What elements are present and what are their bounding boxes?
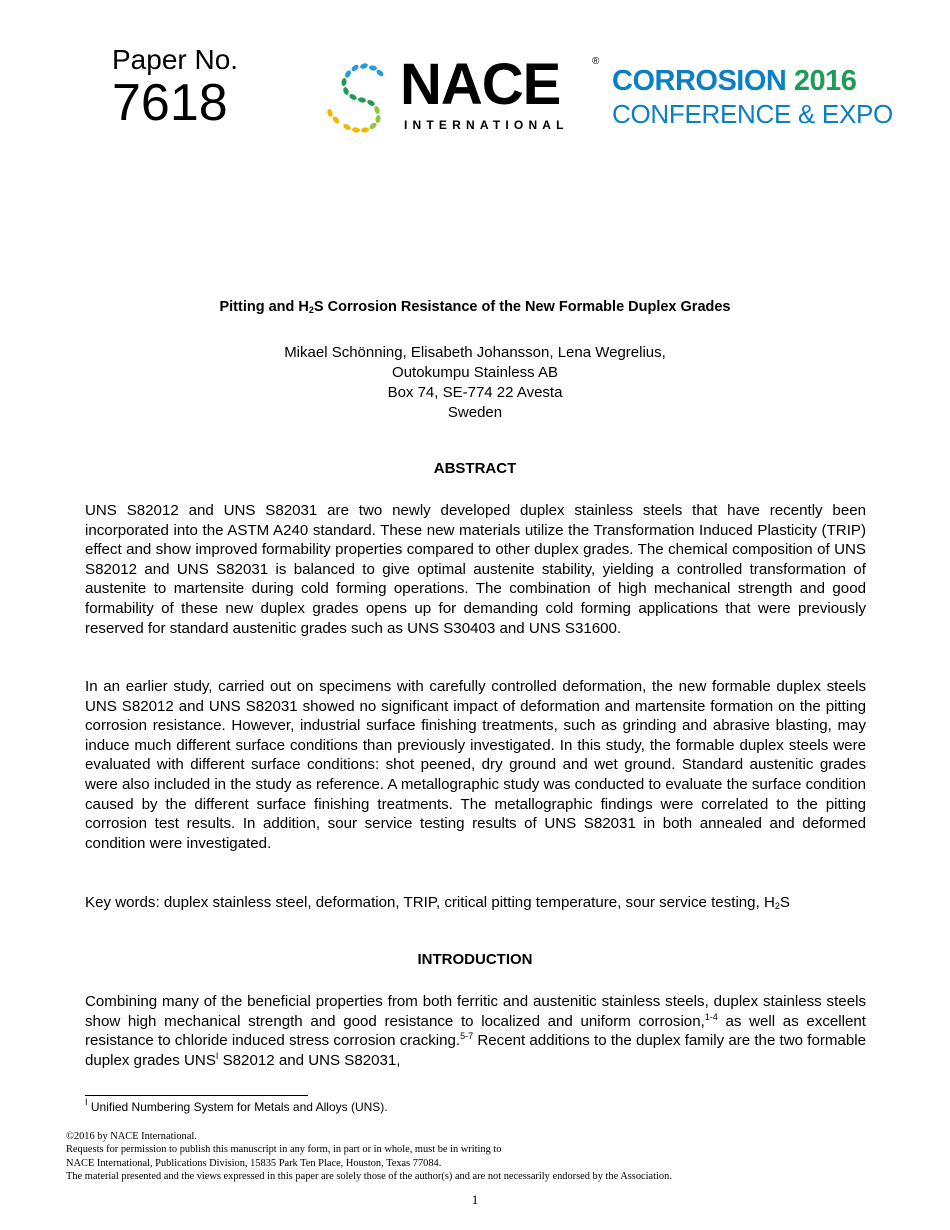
conference-subtitle: CONFERENCE & EXPO <box>612 99 893 129</box>
keywords-subscript: 2 <box>774 901 780 911</box>
intro-text-4: S82012 and UNS S82031, <box>218 1051 401 1069</box>
disclaimer: The material presented and the views expressed in this paper are solely those of the author(s) and are not necessarily endorsed by the Association. <box>66 1171 672 1183</box>
abstract-heading: ABSTRACT <box>433 460 517 477</box>
copyright-block <box>66 1130 896 1184</box>
abstract-paragraph-2: In an earlier study, carried out on specimens with carefully controlled deformation, the new formable duplex steels UNS S82012 and UNS S82031 showed no significant impact of deformation and martensite formation on the pitting corrosion resistance. However, industrial surface finishing treatments, such as grinding and abrasive blasting, may induce much different surface conditions than previously investigated. In this study, the formable duplex steels were evaluated with different surface conditions: shot peened, dry ground and wet ground. Standard austenitic grades were also included in the study as reference. A metallographic study was conducted to evaluate the surface condition caused by the different surface finishing treatments. The metallographic findings were correlated to the pitting corrosion test results. In addition, sour service testing results of UNS S82031 in both annealed and deformed condition were investigated. <box>85 678 866 852</box>
conference-name <box>612 64 912 98</box>
intro-ref-2: 5-7 <box>460 1031 474 1042</box>
author-country: Sweden <box>447 404 503 421</box>
nace-swirl-icon <box>322 58 400 136</box>
conference-corrosion: CORROSION <box>612 65 787 97</box>
page-number: 1 <box>471 1192 479 1207</box>
paper-number-block <box>112 44 272 130</box>
abstract-paragraph-1: UNS S82012 and UNS S82031 are two newly developed duplex stainless steels that have recently been incorporated into the ASTM A240 standard. These new materials utilize the Transformation Induced Plasticity (TRIP) effect and show improved formability properties compared to other duplex grades. The chemical composition of UNS S82012 and UNS S82031 is balanced to give optimal austenite stability, yielding a controlled transformation of austenite to martensite during cold forming operations. The combination of high mechanical strength and good formability of these new duplex grades opens up for demanding cold forming applications that were previously reserved for standard austenitic grades such as UNS S30403 and UNS S31600. <box>85 502 866 637</box>
paper-number-label: Paper No. <box>112 44 239 75</box>
title-prefix: Pitting and H <box>219 299 309 315</box>
intro-ref-3: I <box>215 1050 219 1061</box>
conference-year: 2016 <box>793 65 857 97</box>
title-subscript: 2 <box>308 305 314 315</box>
keywords <box>85 893 866 913</box>
intro-text-3: Recent additions to the duplex family are the two formable duplex grades UNS <box>85 1032 866 1069</box>
keywords-text: Key words: duplex stainless steel, deformation, TRIP, critical pitting temperature, sour service testing, H <box>85 894 775 911</box>
nace-international: INTERNATIONAL <box>404 118 569 132</box>
permission-line: Requests for permission to publish this manuscript in any form, in part or in whole, must be in writing to <box>66 1144 502 1156</box>
intro-ref-1: 1-4 <box>704 1011 718 1022</box>
footnote-mark: I <box>85 1097 88 1107</box>
intro-text-1: Combining many of the beneficial properties from both ferritic and austenitic stainless steels, duplex stainless steels show high mechanical strength and good resistance to localized and uniform corrosion, <box>85 993 866 1030</box>
introduction-paragraph <box>85 992 866 1070</box>
publisher-address: NACE International, Publications Division, 15835 Park Ten Place, Houston, Texas 77084. <box>66 1157 442 1169</box>
paper-number: 7618 <box>112 74 228 132</box>
footnote-text: Unified Numbering System for Metals and Alloys (UNS). <box>87 1100 388 1114</box>
nace-wordmark: NACE <box>400 52 561 117</box>
footnote <box>85 1097 388 1114</box>
author-block <box>0 343 950 423</box>
intro-text-2: as well as excellent resistance to chloride induced stress corrosion cracking. <box>85 1012 866 1050</box>
conference-logo <box>612 64 912 130</box>
author-names: Mikael Schönning, Elisabeth Johansson, Lena Wegrelius, <box>284 344 666 361</box>
introduction-heading: INTRODUCTION <box>417 951 533 968</box>
keywords-suffix: S <box>779 894 790 911</box>
author-address: Box 74, SE-774 22 Avesta <box>387 384 563 401</box>
registered-mark: ® <box>592 56 600 67</box>
author-company: Outokumpu Stainless AB <box>392 364 558 381</box>
nace-logo <box>322 52 607 136</box>
paper-title <box>0 299 950 315</box>
title-suffix: S Corrosion Resistance of the New Formable Duplex Grades <box>313 299 731 315</box>
copyright-line: ©2016 by NACE International. <box>66 1131 197 1142</box>
footnote-divider <box>85 1095 308 1096</box>
